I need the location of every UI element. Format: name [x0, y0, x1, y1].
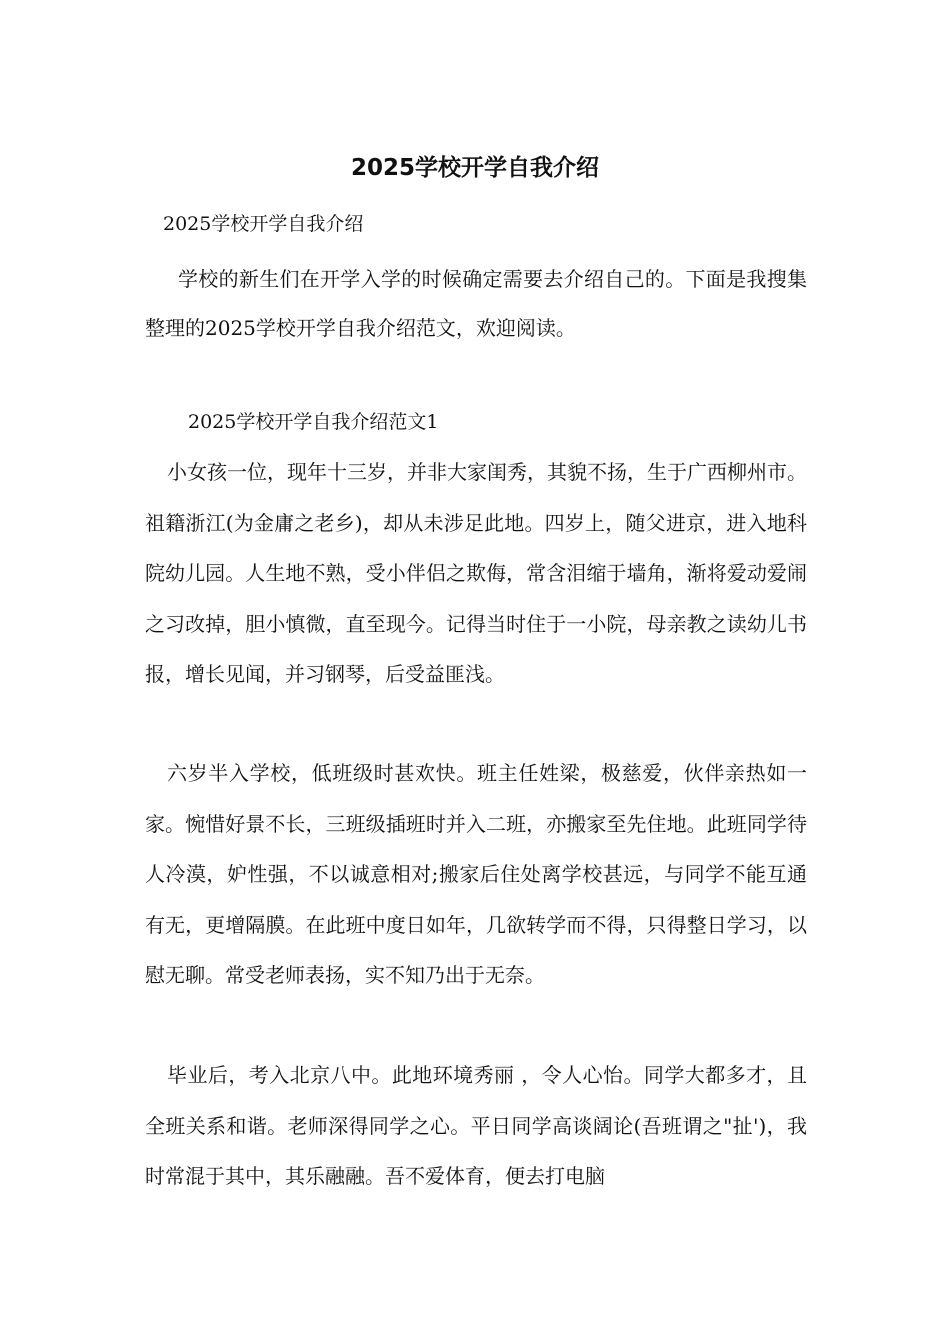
body-paragraph-3: 毕业后，考入北京八中。此地环境秀丽 ，令人心怡。同学大都多才，且全班关系和谐。老师深得同学之心。平日同学高谈阔论(吾班谓之"扯')，我时常混于其中，其乐融融。吾不爱体育，便去打电脑 — [145, 1063, 807, 1188]
intro-paragraph: 学校的新生们在开学入学的时候确定需要去介绍自己的。下面是我搜集整理的2025学校开学自我介绍范文，欢迎阅读。 — [145, 267, 807, 340]
document-subtitle: 2025学校开学自我介绍 — [163, 213, 364, 235]
body-paragraph-2: 六岁半入学校，低班级时甚欢快。班主任姓梁，极慈爱，伙伴亲热如一家。惋惜好景不长，三班级插班时并入二班，亦搬家至先住地。此班同学待人冷漠，妒性强，不以诚意相对;搬家后住处离学校甚远，与同学不能互通有无，更增隔膜。在此班中度日如年，几欲转学而不得，只得整日学习，以慰无聊。常受老师表扬，实不知乃出于无奈。 — [145, 761, 807, 987]
section-title: 2025学校开学自我介绍范文1 — [188, 411, 439, 433]
body-paragraph-1: 小女孩一位，现年十三岁，并非大家闺秀，其貌不扬，生于广西柳州市。祖籍浙江(为金庸之老乡)，却从未涉足此地。四岁上，随父进京，进入地科院幼儿园。人生地不熟，受小伴侣之欺侮，常含泪缩于墙角，渐将爱动爱闹之习改掉，胆小慎微，直至现今。记得当时住于一小院，母亲教之读幼儿书报，增长见闻，并习钢琴，后受益匪浅。 — [145, 460, 807, 686]
document-title: 2025学校开学自我介绍 — [350, 155, 599, 181]
